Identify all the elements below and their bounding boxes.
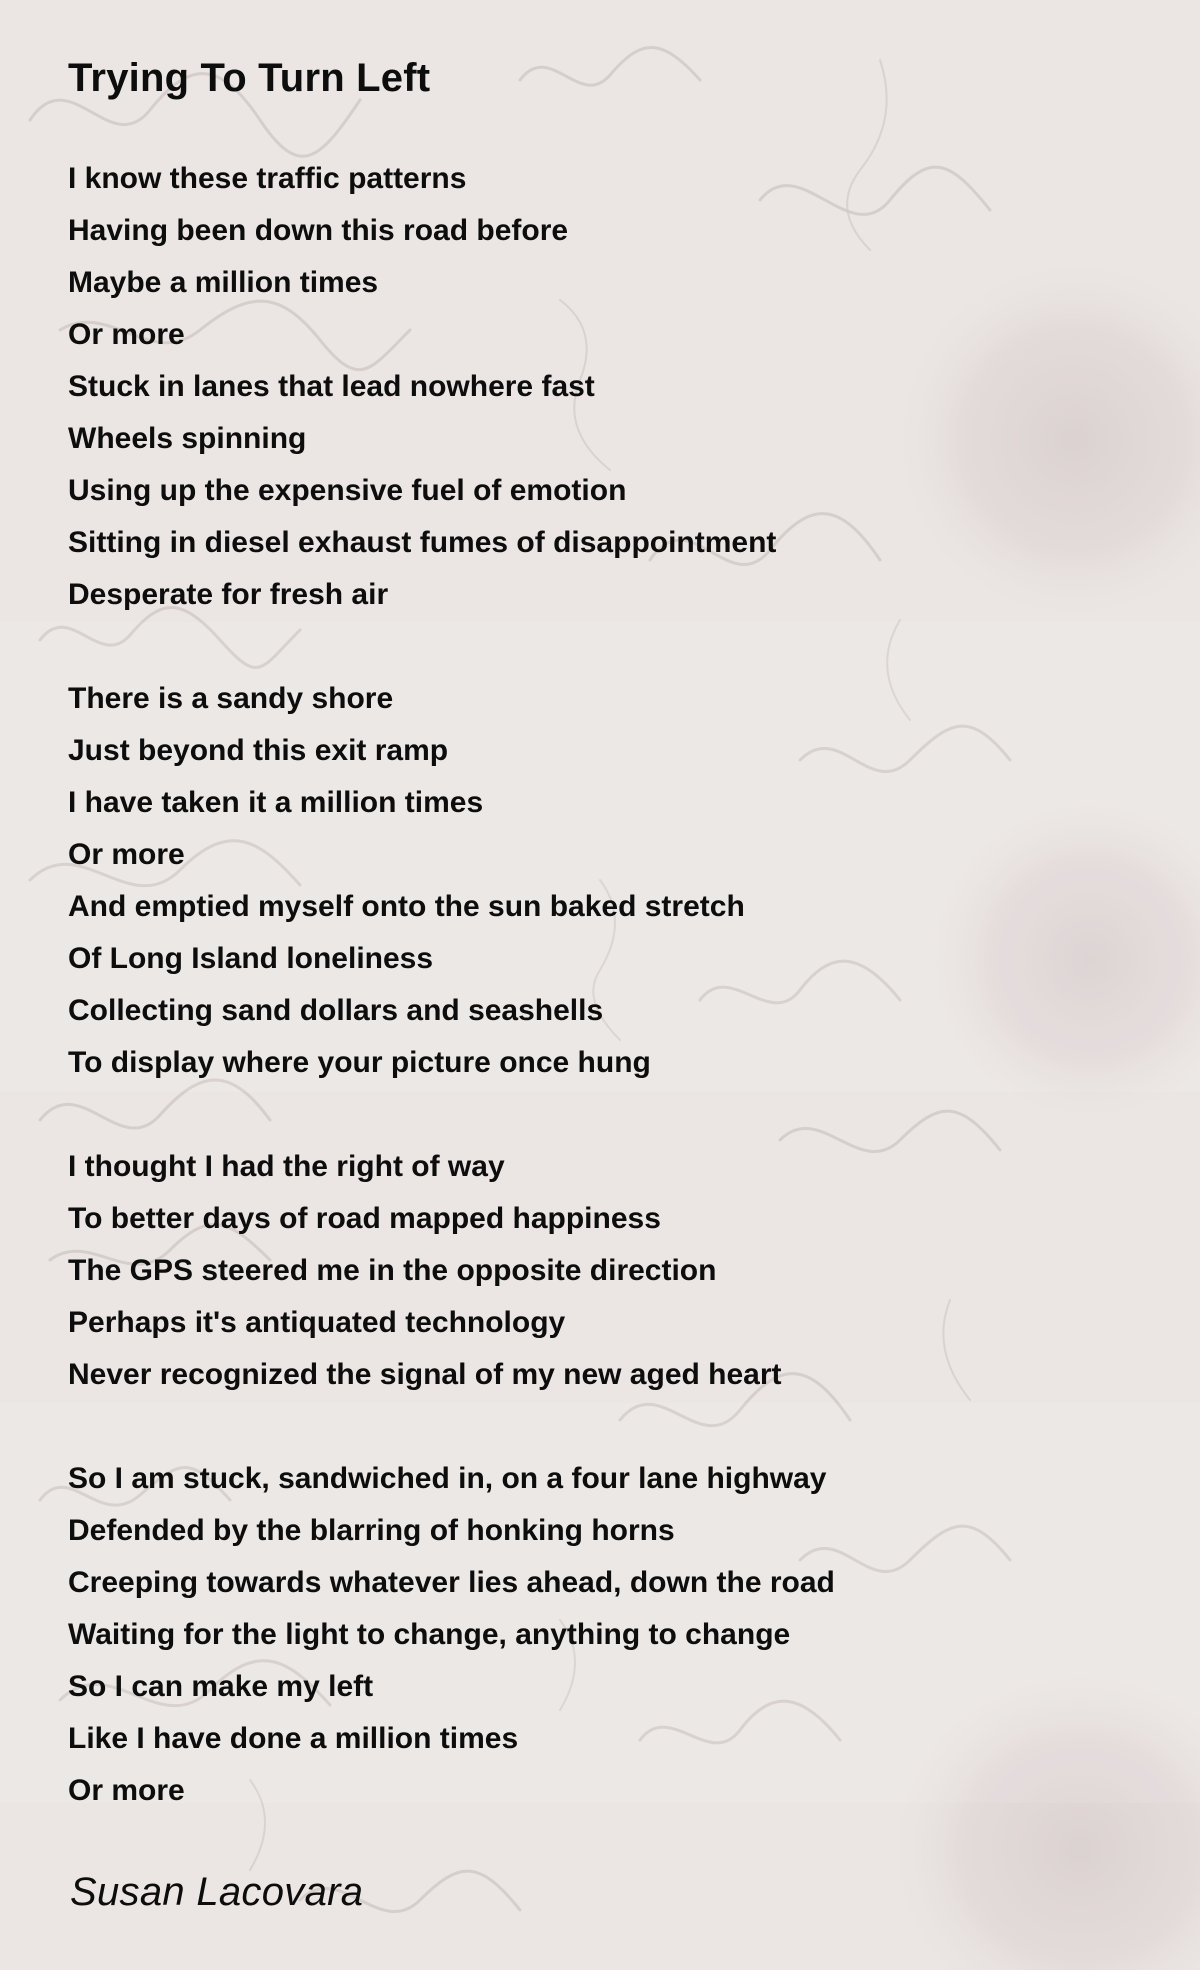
poem-line: The GPS steered me in the opposite direction	[68, 1254, 717, 1287]
poem-line: Stuck in lanes that lead nowhere fast	[68, 370, 595, 403]
poem-line: Just beyond this exit ramp	[68, 734, 449, 767]
poem-container	[68, 40, 1148, 1817]
poem-line: So I can make my left	[68, 1670, 374, 1703]
poem-line: Like I have done a million times	[68, 1722, 519, 1755]
poem-line: Creeping towards whatever lies ahead, down the road	[68, 1566, 835, 1599]
poem-line: Desperate for fresh air	[68, 578, 389, 611]
poem-line: Or more	[68, 318, 185, 351]
poem-line: So I am stuck, sandwiched in, on a four lane highway	[68, 1462, 827, 1495]
poem-line: To display where your picture once hung	[68, 1046, 651, 1079]
poem-line: Of Long Island loneliness	[68, 942, 434, 975]
poem-line: Sitting in diesel exhaust fumes of disappointment	[68, 526, 777, 559]
poem-stanza	[68, 1453, 1148, 1817]
poem-author: Susan Lacovara	[70, 1870, 364, 1914]
poem-line: There is a sandy shore	[68, 682, 394, 715]
poem-line: Perhaps it's antiquated technology	[68, 1306, 566, 1339]
poem-line: Waiting for the light to change, anything to change	[68, 1618, 791, 1651]
poem-line: I thought I had the right of way	[68, 1150, 505, 1183]
poem-line: And emptied myself onto the sun baked stretch	[68, 890, 745, 923]
poem-stanza	[68, 153, 1148, 621]
poem-line: Wheels spinning	[68, 422, 307, 455]
poem-line: To better days of road mapped happiness	[68, 1202, 661, 1235]
poem-line: Never recognized the signal of my new aged heart	[68, 1358, 782, 1391]
poem-line: Or more	[68, 1774, 185, 1807]
poem-line: Defended by the blarring of honking horns	[68, 1514, 675, 1547]
poem-line: Having been down this road before	[68, 214, 569, 247]
poem-stanza	[68, 673, 1148, 1089]
poem-body	[68, 153, 1148, 1817]
poem-line: I have taken it a million times	[68, 786, 484, 819]
poem-title: Trying To Turn Left	[68, 56, 431, 100]
poem-line: Collecting sand dollars and seashells	[68, 994, 604, 1027]
poem-line: Or more	[68, 838, 185, 871]
poem-line: I know these traffic patterns	[68, 162, 467, 195]
poem-line: Using up the expensive fuel of emotion	[68, 474, 627, 507]
poem-stanza	[68, 1141, 1148, 1401]
poem-line: Maybe a million times	[68, 266, 379, 299]
